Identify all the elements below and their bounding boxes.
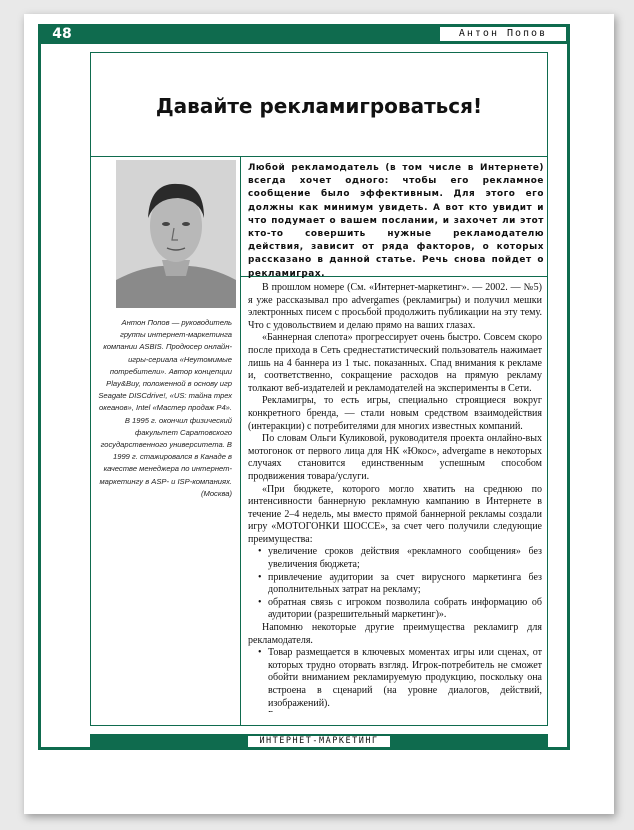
article-body [248,282,542,712]
body-paragraph: Рекламигры, то есть игры, специально строящиеся вокруг конкретного бренда, — стали новым средством взаимодействия (интеракции) с потребителями для многих известных компаний. [248,395,542,432]
list-item: • увеличение сроков действия «рекламного сообщения» без увеличения бюджета; [268,546,542,571]
section-name: ИНТЕРНЕТ-МАРКЕТИНГ [248,736,390,747]
header-bar [38,24,570,44]
magazine-page [24,14,614,814]
author-portrait-icon [116,160,236,308]
title-divider [90,156,548,157]
advantages-list [248,647,542,712]
author-caption: Антон Попов — руководитель группы интернет-маркетинга компании ASBIS. Продюсер онлайн-игры-сериала «Неутомимые потребители». Автор концепции Play&Buy, положенной в основу игр Seagate DISCdrive!, «US: тайна трех океанов», Intel «Мастер продаж P4». В 1995 г. окончил физический факультет Саратовского государственного университета. В 1999 г. стажировался в Канаде в качестве менеджера по интернет-маркетингу в ASP- и ISP-компаниях. (Москва) [98,318,232,498]
author-photo [116,160,236,308]
body-paragraph: «Баннерная слепота» прогрессирует очень быстро. Совсем скоро после прихода в Сеть среднестатистический пользователь нажимает лишь на 4 баннера из 1 тыс. показанных. Спад внимания к рекламе и, соответственно, сокращение расходов на прямую рекламу толкают веб-издателей и рекламодателей на эксперименты в Сети. [248,332,542,394]
article-lead: Любой рекламодатель (в том числе в Интернете) всегда хочет одного: чтобы его рекламное сообщение было эффективным. Для этого его должны как минимум увидеть. А вот кто увидит и что подумает о вашем послании, и захочет ли этот кто-то совершить нужные рекламодателю действия, зависит от ряда факторов, о которых рассказано в данной статье. Речь снова пойдет о рекламиграх. [248,163,544,279]
list-item: • Товар размещается в ключевых моментах игры или сценах, от которых трудно оторвать взгляд. Игрок-потребитель не сможет обойти вниманием рекламируемую продукцию, поскольку она встроена в сценарий (на уровне диалогов, действий, изображений). [268,647,542,710]
column-divider [240,156,241,726]
body-paragraph: Напомню некоторые другие преимущества рекламигр для рекламодателя. [248,622,542,646]
list-item: • привлечение аудитории за счет вирусного маркетинга без дополнительных затрат на рекламу; [268,572,542,597]
body-paragraph: По словам Ольги Куликовой, руководителя проекта онлайно-вых мотогонок от первого лица для НК «Юкос», advergame в некоторых случаях становится единственным успешным способом продвижения товара/услуги. [248,433,542,482]
body-paragraph: «При бюджете, которого могло хватить на среднюю по интенсивности баннерную рекламную кампанию в Интернете в течение 2–4 недель, мы вместо прямой баннерной рекламы создали игру «МОТОГОНКИ ШОССЕ», за счет чего получили следующие преимущества: [248,483,542,545]
list-item: • обратная связь с игроком позволила собрать информацию об аудитории (разрешительный маркетинг)». [268,597,542,622]
list-item [268,710,542,712]
article-title: Давайте рекламигроваться! [155,94,483,118]
page-number: 48 [52,26,72,42]
body-paragraph: В прошлом номере (См. «Интернет-маркетинг». — 2002. — №5) я уже рассказывал про advergames (рекламигры) и получил мешки электронных писем с просьбой продолжить публикации на эту тему. Что с удовольствием и делаю прямо на ваших глазах. [248,282,542,331]
header-author: Антон Попов [440,27,566,41]
footer-bar [90,734,548,748]
benefits-list [248,546,542,622]
